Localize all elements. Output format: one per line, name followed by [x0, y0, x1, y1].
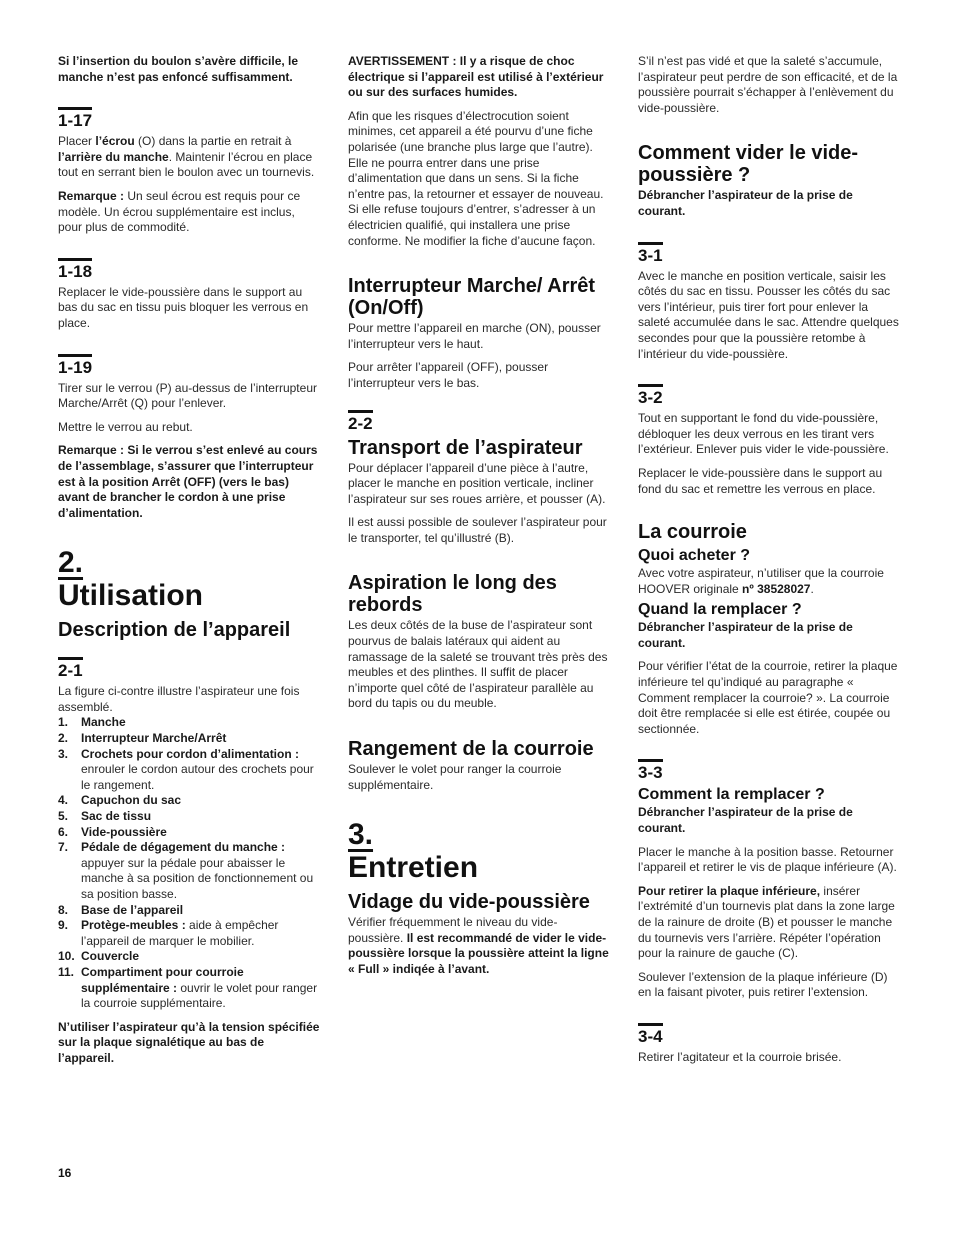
step-label-3-3: 3-3	[638, 759, 663, 783]
section-heading-emptying: Vidage du vide-poussière	[348, 891, 590, 914]
chapter-title-entretien: Entretien	[348, 851, 479, 885]
section-heading-belt-storage: Rangement de la courroie	[348, 738, 594, 761]
step-label-1-18: 1-18	[58, 258, 92, 282]
step-1-19-discard: Mettre le verrou au rebut.	[58, 419, 193, 434]
electric-warning: AVERTISSEMENT : Il y a risque de choc électrique si l’appareil est utilisé à l’extérieur ou sur des surfaces humides.	[348, 54, 604, 100]
transport-text-2: Il est aussi possible de soulever l’aspirateur pour le transporter, tel qu’illustré (B).	[348, 515, 607, 545]
voltage-warning: N’utiliser l’aspirateur qu’à la tension spécifiée sur la plaque signalétique au bas de l’appareil.	[58, 1019, 320, 1065]
chapter-number-3: 3.	[348, 818, 374, 852]
parts-list-item: 6. Vide-poussière	[58, 824, 167, 839]
switch-off-text: Pour arrêter l’appareil (OFF), pousser l’interrupteur vers le bas.	[348, 360, 549, 390]
step-3-2-text: Tout en supportant le fond du vide-poussière, débloquer les deux verrous en les tirant vers l’extérieur. Enlever puis vider le vide-poussière.	[638, 411, 889, 457]
chapter-title-utilisation: Utilisation	[58, 579, 204, 613]
subheading-how-replace: Comment la remplacer ?	[638, 786, 825, 804]
emptying-text: Vérifier fréquemment le niveau du vide-poussière. Il est recommandé de vider le vide-poussière lorsque la poussière atteint la ligne « Full » indiqée à l’avant.	[348, 915, 609, 976]
step-label-1-19: 1-19	[58, 354, 92, 378]
step-1-19-note: Remarque : Si le verrou s’est enlevé au cours de l’assemblage, s’assurer que l’interrupteur est à la position Arrêt (OFF) (vers le bas) avant de brancher le cordon à une prise d’alimentation.	[58, 443, 318, 520]
step-label-3-4: 3-4	[638, 1023, 663, 1047]
switch-on-text: Pour mettre l’appareil en marche (ON), pousser l’interrupteur vers le haut.	[348, 321, 601, 351]
step-label-3-1: 3-1	[638, 242, 663, 266]
parts-list	[58, 715, 320, 1011]
subheading-what-to-buy: Quoi acheter ?	[638, 547, 751, 565]
step-3-3-text-1: Placer le manche à la position basse. Retourner l’appareil et retirer le vis de plaque inférieure (A).	[638, 844, 897, 875]
step-1-19-text: Tirer sur le verrou (P) au-dessus de l’interrupteur Marche/Arrêt (Q) pour l’enlever.	[58, 380, 317, 411]
belt-check-text: Pour vérifier l’état de la courroie, retirer la plaque inférieure tel qu’indiqué au paragraphe « Comment remplacer la courroie? ». La courroie doit être remplacée si elle est étirée, coupée ou sectionnée.	[638, 659, 898, 736]
section-heading-description: Description de l’appareil	[58, 619, 291, 642]
column-middle	[348, 54, 610, 986]
belt-buy-text: Avec votre aspirateur, n’utiliser que la courroie HOOVER originale nº 38528027.	[638, 566, 884, 596]
column-left	[58, 54, 320, 1075]
polarized-plug-text: Afin que les risques d’électrocution soient minimes, cet appareil a été pourvu d’une fiche polarisée (une branche plus large que l’autre). Elle ne pourra entrer dans une prise d’alimentation que dans un sens. Si la fiche n’entre pas, la retourner et essayer de nouveau. Si elle refuse toujours d’entrer, s’adresser à un électricien qualifié, qui installera une prise conforme. Ne modifier la fiche d’aucune façon.	[348, 108, 604, 248]
section-heading-how-empty: Comment vider le vide-poussière ?	[638, 142, 859, 187]
parts-list-item: 3. Crochets pour cordon d’alimentation : enrouler le cordon autour des crochets pour le rangement.	[58, 746, 314, 792]
step-label-2-1: 2-1	[58, 657, 83, 681]
step-1-17-note: Remarque : Un seul écrou est requis pour ce modèle. Un écrou supplémentaire est inclus, pour plus de commodité.	[58, 188, 301, 235]
step-3-1-text: Avec le manche en position verticale, saisir les côtés du sac en tissu. Pousser les côtés du sac vers l’intérieur, puis tirer fort pour enlever la saleté accumulée dans le sac. Attendre quelques secondes pour que la poussière retombe à l’intérieur du vide-poussière.	[638, 268, 899, 361]
step-3-2-replace: Replacer le vide-poussière dans le support au fond du sac et remettre les verrous en place.	[638, 465, 883, 496]
unplug-note-1: Débrancher l’aspirateur de la prise de courant.	[638, 188, 853, 218]
belt-storage-text: Soulever le volet pour ranger la courroie supplémentaire.	[348, 762, 562, 792]
section-heading-transport: Transport de l’aspirateur	[348, 436, 583, 459]
step-3-3-text-2: Pour retirer la plaque inférieure, insérer l’extrémité d’un tournevis plat dans la zone large de la rainure de droite (B) et pousser le manche du tournevis vers l’arrière. Répéter l’opération pour la rainure de gauche (C).	[638, 883, 895, 961]
parts-list-item: 1. Manche	[58, 715, 126, 730]
bolt-note: Si l’insertion du boulon s’avère difficile, le manche n’est pas enfoncé suffisamment.	[58, 54, 299, 84]
parts-list-item: 2. Interrupteur Marche/Arrêt	[58, 731, 227, 746]
unplug-note-3: Débrancher l’aspirateur de la prise de courant.	[638, 805, 853, 836]
step-3-3-text-3: Soulever l’extension de la plaque inférieure (D) en la faisant pivoter, puis retirer l’extension.	[638, 969, 888, 1000]
parts-list-item: 7. Pédale de dégagement du manche : appuyer sur la pédale pour abaisser le manche à sa position de fonctionnement ou sa position basse.	[58, 840, 314, 901]
parts-list-item: 9. Protège-meubles : aide à empêcher l’appareil de marquer le mobilier.	[58, 918, 279, 948]
step-label-1-17: 1-17	[58, 107, 92, 131]
column-right	[638, 54, 900, 1074]
dust-cup-intro: S’il n’est pas vidé et que la saleté s’accumule, l’aspirateur peut perdre de son efficacité, et de la poussière pourrait s’échapper à l’enlèvement du vide-poussière.	[638, 54, 898, 115]
section-heading-switch: Interrupteur Marche/ Arrêt (On/Off)	[348, 275, 596, 320]
step-label-3-2: 3-2	[638, 384, 663, 408]
unplug-note-2: Débrancher l’aspirateur de la prise de courant.	[638, 620, 853, 650]
chapter-number-2: 2.	[58, 546, 84, 580]
step-label-2-2: 2-2	[348, 410, 373, 434]
parts-list-item: 10. Couvercle	[58, 949, 140, 964]
transport-text-1: Pour déplacer l’appareil d’une pièce à l’autre, placer le manche en position verticale, incliner l’aspirateur sur ses roues arrière, et pousser (A).	[348, 460, 606, 506]
section-heading-belt: La courroie	[638, 521, 747, 544]
step-3-4-text: Retirer l’agitateur et la courroie brisée.	[638, 1049, 842, 1064]
parts-list-item: 11. Compartiment pour courroie supplémentaire : ouvrir le volet pour ranger la courroie supplémentaire.	[58, 964, 318, 1011]
description-intro: La figure ci-contre illustre l’aspirateur une fois assemblé.	[58, 684, 300, 714]
step-1-18-text: Replacer le vide-poussière dans le support au bas du sac en tissu puis bloquer les verrous en place.	[58, 284, 309, 330]
parts-list-item: 4. Capuchon du sac	[58, 793, 182, 808]
parts-list-item: 8. Base de l’appareil	[58, 902, 184, 917]
section-heading-edges: Aspiration le long des rebords	[348, 572, 557, 617]
step-1-17-text: Placer l’écrou (O) dans la partie en retrait à l’arrière du manche. Maintenir l’écrou en place tout en serrant bien le boulon avec un tournevis.	[58, 134, 315, 180]
edges-text: Les deux côtés de la buse de l’aspirateur sont pourvus de balais latéraux qui aident au ramassage de la saleté se trouvant très près des meubles et des plinthes. Il suffit de placer n’importe quel côté de l’aspirateur parallèle au bord du tapis ou du meuble.	[348, 618, 608, 711]
subheading-when-replace: Quand la remplacer ?	[638, 601, 802, 619]
parts-list-item: 5. Sac de tissu	[58, 809, 152, 824]
page-number: 16	[58, 1166, 72, 1180]
